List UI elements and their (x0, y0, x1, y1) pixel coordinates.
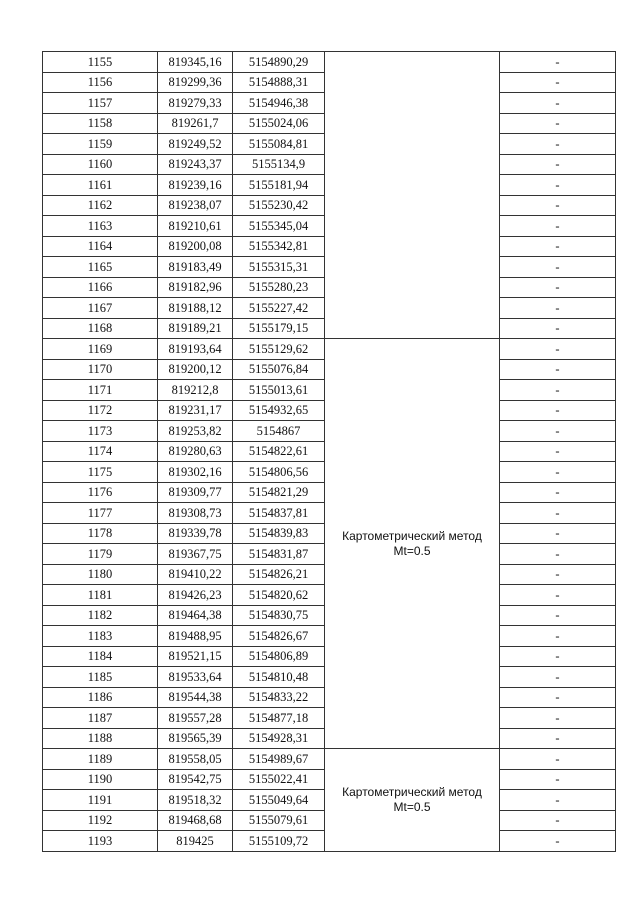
note-cell: - (500, 277, 616, 298)
point-number-cell: 1158 (43, 113, 158, 134)
point-number-cell: 1156 (43, 72, 158, 93)
point-number-cell: 1157 (43, 93, 158, 114)
y-coordinate-cell: 5154820,62 (233, 585, 325, 606)
x-coordinate-cell: 819279,33 (158, 93, 233, 114)
x-coordinate-cell: 819558,05 (158, 749, 233, 770)
y-coordinate-cell: 5155179,15 (233, 318, 325, 339)
x-coordinate-cell: 819210,61 (158, 216, 233, 237)
note-cell: - (500, 154, 616, 175)
y-coordinate-cell: 5155230,42 (233, 195, 325, 216)
y-coordinate-cell: 5155181,94 (233, 175, 325, 196)
x-coordinate-cell: 819425 (158, 831, 233, 852)
note-cell: - (500, 544, 616, 565)
point-number-cell: 1162 (43, 195, 158, 216)
x-coordinate-cell: 819426,23 (158, 585, 233, 606)
note-cell: - (500, 175, 616, 196)
y-coordinate-cell: 5155129,62 (233, 339, 325, 360)
y-coordinate-cell: 5154830,75 (233, 605, 325, 626)
x-coordinate-cell: 819518,32 (158, 790, 233, 811)
table-row (43, 52, 616, 73)
point-number-cell: 1179 (43, 544, 158, 565)
note-cell: - (500, 216, 616, 237)
point-number-cell: 1184 (43, 646, 158, 667)
x-coordinate-cell: 819261,7 (158, 113, 233, 134)
point-number-cell: 1167 (43, 298, 158, 319)
y-coordinate-cell: 5155024,06 (233, 113, 325, 134)
x-coordinate-cell: 819238,07 (158, 195, 233, 216)
point-number-cell: 1173 (43, 421, 158, 442)
point-number-cell: 1166 (43, 277, 158, 298)
note-cell: - (500, 790, 616, 811)
point-number-cell: 1161 (43, 175, 158, 196)
note-cell: - (500, 523, 616, 544)
y-coordinate-cell: 5155076,84 (233, 359, 325, 380)
point-number-cell: 1191 (43, 790, 158, 811)
note-cell: - (500, 749, 616, 770)
x-coordinate-cell: 819188,12 (158, 298, 233, 319)
x-coordinate-cell: 819183,49 (158, 257, 233, 278)
note-cell: - (500, 810, 616, 831)
note-cell: - (500, 134, 616, 155)
method-cell: Картометрический метод Mt=0.5 (325, 339, 500, 749)
x-coordinate-cell: 819200,08 (158, 236, 233, 257)
point-number-cell: 1192 (43, 810, 158, 831)
point-number-cell: 1163 (43, 216, 158, 237)
x-coordinate-cell: 819533,64 (158, 667, 233, 688)
note-cell: - (500, 257, 616, 278)
note-cell: - (500, 667, 616, 688)
point-number-cell: 1165 (43, 257, 158, 278)
x-coordinate-cell: 819468,68 (158, 810, 233, 831)
note-cell: - (500, 708, 616, 729)
y-coordinate-cell: 5155013,61 (233, 380, 325, 401)
table-row (43, 339, 616, 360)
point-number-cell: 1175 (43, 462, 158, 483)
x-coordinate-cell: 819464,38 (158, 605, 233, 626)
y-coordinate-cell: 5154837,81 (233, 503, 325, 524)
coordinates-table-body (43, 52, 616, 852)
x-coordinate-cell: 819253,82 (158, 421, 233, 442)
point-number-cell: 1181 (43, 585, 158, 606)
x-coordinate-cell: 819302,16 (158, 462, 233, 483)
note-cell: - (500, 564, 616, 585)
point-number-cell: 1187 (43, 708, 158, 729)
y-coordinate-cell: 5155109,72 (233, 831, 325, 852)
point-number-cell: 1176 (43, 482, 158, 503)
note-cell: - (500, 503, 616, 524)
y-coordinate-cell: 5155134,9 (233, 154, 325, 175)
note-cell: - (500, 298, 616, 319)
y-coordinate-cell: 5154888,31 (233, 72, 325, 93)
note-cell: - (500, 195, 616, 216)
note-cell: - (500, 236, 616, 257)
x-coordinate-cell: 819231,17 (158, 400, 233, 421)
note-cell: - (500, 339, 616, 360)
x-coordinate-cell: 819557,28 (158, 708, 233, 729)
point-number-cell: 1171 (43, 380, 158, 401)
note-cell: - (500, 728, 616, 749)
x-coordinate-cell: 819243,37 (158, 154, 233, 175)
y-coordinate-cell: 5154831,87 (233, 544, 325, 565)
y-coordinate-cell: 5154810,48 (233, 667, 325, 688)
x-coordinate-cell: 819345,16 (158, 52, 233, 73)
point-number-cell: 1159 (43, 134, 158, 155)
point-number-cell: 1190 (43, 769, 158, 790)
y-coordinate-cell: 5154867 (233, 421, 325, 442)
y-coordinate-cell: 5155342,81 (233, 236, 325, 257)
y-coordinate-cell: 5154826,21 (233, 564, 325, 585)
point-number-cell: 1170 (43, 359, 158, 380)
x-coordinate-cell: 819299,36 (158, 72, 233, 93)
y-coordinate-cell: 5155227,42 (233, 298, 325, 319)
x-coordinate-cell: 819542,75 (158, 769, 233, 790)
x-coordinate-cell: 819189,21 (158, 318, 233, 339)
note-cell: - (500, 831, 616, 852)
point-number-cell: 1185 (43, 667, 158, 688)
point-number-cell: 1168 (43, 318, 158, 339)
x-coordinate-cell: 819200,12 (158, 359, 233, 380)
y-coordinate-cell: 5154890,29 (233, 52, 325, 73)
x-coordinate-cell: 819488,95 (158, 626, 233, 647)
x-coordinate-cell: 819193,64 (158, 339, 233, 360)
note-cell: - (500, 441, 616, 462)
note-cell: - (500, 400, 616, 421)
table-row (43, 749, 616, 770)
y-coordinate-cell: 5154833,22 (233, 687, 325, 708)
note-cell: - (500, 359, 616, 380)
x-coordinate-cell: 819182,96 (158, 277, 233, 298)
y-coordinate-cell: 5154932,65 (233, 400, 325, 421)
x-coordinate-cell: 819280,63 (158, 441, 233, 462)
point-number-cell: 1189 (43, 749, 158, 770)
note-cell: - (500, 462, 616, 483)
note-cell: - (500, 646, 616, 667)
point-number-cell: 1193 (43, 831, 158, 852)
y-coordinate-cell: 5154826,67 (233, 626, 325, 647)
y-coordinate-cell: 5155049,64 (233, 790, 325, 811)
y-coordinate-cell: 5154806,56 (233, 462, 325, 483)
note-cell: - (500, 380, 616, 401)
point-number-cell: 1169 (43, 339, 158, 360)
y-coordinate-cell: 5154877,18 (233, 708, 325, 729)
x-coordinate-cell: 819212,8 (158, 380, 233, 401)
x-coordinate-cell: 819521,15 (158, 646, 233, 667)
x-coordinate-cell: 819308,73 (158, 503, 233, 524)
note-cell: - (500, 318, 616, 339)
x-coordinate-cell: 819249,52 (158, 134, 233, 155)
y-coordinate-cell: 5155079,61 (233, 810, 325, 831)
point-number-cell: 1178 (43, 523, 158, 544)
point-number-cell: 1183 (43, 626, 158, 647)
x-coordinate-cell: 819339,78 (158, 523, 233, 544)
y-coordinate-cell: 5155315,31 (233, 257, 325, 278)
point-number-cell: 1155 (43, 52, 158, 73)
x-coordinate-cell: 819367,75 (158, 544, 233, 565)
y-coordinate-cell: 5154822,61 (233, 441, 325, 462)
note-cell: - (500, 72, 616, 93)
method-cell: Картометрический метод Mt=0.5 (325, 749, 500, 852)
note-cell: - (500, 769, 616, 790)
x-coordinate-cell: 819410,22 (158, 564, 233, 585)
point-number-cell: 1160 (43, 154, 158, 175)
y-coordinate-cell: 5154806,89 (233, 646, 325, 667)
point-number-cell: 1164 (43, 236, 158, 257)
note-cell: - (500, 605, 616, 626)
x-coordinate-cell: 819239,16 (158, 175, 233, 196)
y-coordinate-cell: 5155345,04 (233, 216, 325, 237)
point-number-cell: 1188 (43, 728, 158, 749)
note-cell: - (500, 687, 616, 708)
note-cell: - (500, 585, 616, 606)
x-coordinate-cell: 819565,39 (158, 728, 233, 749)
y-coordinate-cell: 5154946,38 (233, 93, 325, 114)
point-number-cell: 1172 (43, 400, 158, 421)
x-coordinate-cell: 819544,38 (158, 687, 233, 708)
y-coordinate-cell: 5155084,81 (233, 134, 325, 155)
coordinates-table (42, 51, 616, 852)
y-coordinate-cell: 5155022,41 (233, 769, 325, 790)
note-cell: - (500, 626, 616, 647)
note-cell: - (500, 482, 616, 503)
method-cell (325, 52, 500, 339)
point-number-cell: 1182 (43, 605, 158, 626)
point-number-cell: 1177 (43, 503, 158, 524)
x-coordinate-cell: 819309,77 (158, 482, 233, 503)
point-number-cell: 1180 (43, 564, 158, 585)
point-number-cell: 1174 (43, 441, 158, 462)
y-coordinate-cell: 5154821,29 (233, 482, 325, 503)
y-coordinate-cell: 5155280,23 (233, 277, 325, 298)
point-number-cell: 1186 (43, 687, 158, 708)
y-coordinate-cell: 5154928,31 (233, 728, 325, 749)
note-cell: - (500, 421, 616, 442)
note-cell: - (500, 113, 616, 134)
note-cell: - (500, 52, 616, 73)
note-cell: - (500, 93, 616, 114)
y-coordinate-cell: 5154989,67 (233, 749, 325, 770)
y-coordinate-cell: 5154839,83 (233, 523, 325, 544)
